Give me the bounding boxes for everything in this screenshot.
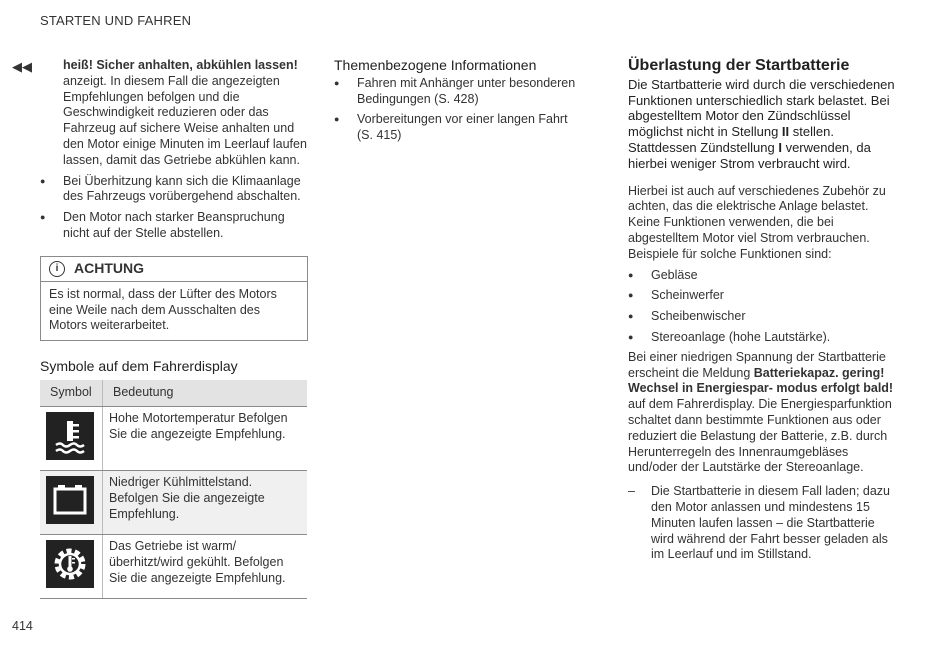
ignition-position-ii: II (781, 124, 790, 140)
low-voltage-text: auf dem Fahrerdisplay. Die Energiesparfunktion schaltet dann bestimmte Funktionen aus oder reduziert die Belastung der Batterie, z.B. durch Herunterregeln des Innenraumgebläses und/oder der Lautstärke der Stereoanlage. (628, 397, 892, 475)
table-cell-meaning: Hohe Motortemperatur Befolgen Sie die angezeigte Empfehlung. (103, 406, 308, 470)
table-header-meaning: Bedeutung (103, 380, 308, 407)
transmission-temperature-icon (46, 540, 94, 588)
table-cell-meaning: Niedriger Kühlmittelstand. Befolgen Sie die angezeigte Empfehlung. (103, 470, 308, 534)
intro-text: anzeigt. In diesem Fall die angezeigten Empfehlungen befolgen und die Geschwindigkeit reduzieren oder das Fahrzeug auf sichere Weise anhalten und den Motor einige Minuten im Leerlauf laufen lassen, damit das Getriebe abkühlen kann. (63, 73, 307, 167)
table-row (40, 534, 307, 598)
related-info-heading: Themenbezogene Informationen (334, 57, 537, 73)
list-item: ● Bei Überhitzung kann sich die Klimaanlage des Fahrzeugs vorübergehend abschalten. (40, 174, 308, 206)
list-item: ● Scheibenwischer (628, 309, 898, 325)
symbols-table (40, 380, 307, 599)
caution-box (40, 256, 308, 341)
caution-header (41, 257, 307, 282)
examples-list (628, 268, 898, 346)
intro-warning-message: heiß! Sicher anhalten, abkühlen lassen! (63, 58, 298, 72)
list-item: – Die Startbatterie in diesem Fall laden; dazu den Motor anlassen und mindestens 15 Minuten laufen lassen – die Startbatterie wird während der Fahrt besser geladen als im Leerlauf und im Stillstand. (628, 484, 898, 563)
caution-text: Es ist normal, dass der Lüfter des Motors eine Weile nach dem Ausschalten des Motors weiterarbeitet. (49, 286, 277, 333)
table-cell-meaning: Das Getriebe ist warm/überhitzt/wird gekühlt. Befolgen Sie die angezeigte Empfehlung. (103, 534, 308, 598)
table-header-symbol: Symbol (40, 380, 103, 407)
coolant-level-icon (46, 476, 94, 524)
lead-text: stellen. Stattdessen Zündstellung (628, 124, 834, 155)
page-header: STARTEN UND FAHREN (40, 13, 192, 28)
list-item: ● Scheinwerfer (628, 288, 898, 304)
ignition-position-i: I (778, 139, 782, 155)
symbols-heading: Symbole auf dem Fahrerdisplay (40, 358, 238, 375)
caution-title: ACHTUNG (74, 259, 144, 276)
list-item: ● Gebläse (628, 268, 898, 284)
table-header-row (40, 380, 307, 407)
related-link[interactable]: ● Vorbereitungen vor einer langen Fahrt (S. 415) (334, 112, 584, 144)
low-voltage-paragraph (628, 350, 898, 476)
related-links-list (334, 76, 584, 144)
previous-page-icon[interactable]: ◀◀ (12, 59, 32, 74)
list-item: ● Den Motor nach starker Beanspruchung nicht auf der Stelle abstellen. (40, 210, 308, 242)
column-left (40, 58, 308, 599)
accessories-paragraph: Hierbei ist auch auf verschiedenes Zubehör zu achten, das die elektrische Anlage belastet. Keine Funktionen verwenden, die bei abgestelltem Motor viel Strom verbrauchen. Beispiele für solche Funktionen sind: (628, 183, 886, 261)
display-message: Batteriekapaz. gering! Wechsel in Energiespar- modus erfolgt bald! (628, 365, 894, 396)
intro-paragraph (40, 58, 308, 169)
table-row (40, 470, 307, 534)
overheat-bullet-list (40, 174, 308, 242)
lead-text: verwenden, da hierbei weniger Strom verbraucht wird. (628, 139, 871, 171)
lead-text: Die Startbatterie wird durch die verschiedenen Funktionen unterschiedlich stark belastet. Bei abgestelltem Motor den Zündschlüssel möglichst nicht in Stellung (628, 76, 895, 140)
column-right (628, 58, 898, 563)
related-link[interactable]: ● Fahren mit Anhänger unter besonderen Bedingungen (S. 428) (334, 76, 584, 108)
info-icon: i (49, 261, 65, 277)
column-middle (334, 58, 584, 144)
charging-step-list (628, 484, 898, 563)
section-title: Überlastung der Startbatterie (628, 57, 850, 74)
table-row (40, 406, 307, 470)
page-number: 414 (12, 619, 33, 633)
lead-paragraph (628, 77, 898, 172)
low-voltage-text: Bei einer niedrigen Spannung der Startbatterie erscheint die Meldung (628, 349, 886, 380)
list-item: ● Stereoanlage (hohe Lautstärke). (628, 330, 898, 346)
coolant-temperature-icon (46, 412, 94, 460)
